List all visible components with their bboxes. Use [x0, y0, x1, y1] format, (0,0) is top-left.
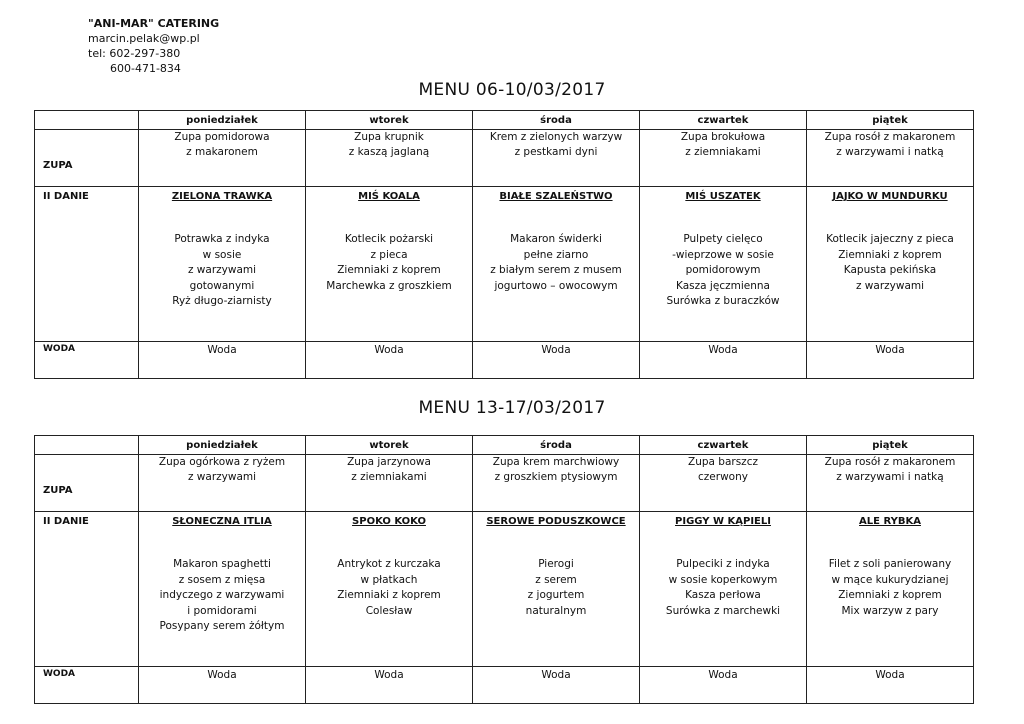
soup-line: Zupa jarzynowa — [347, 456, 431, 468]
water-row — [35, 342, 974, 379]
soup-line: Zupa rosół z makaronem — [824, 456, 956, 468]
water-cell: Woda — [139, 667, 306, 704]
soup-line: Zupa brokułowa — [680, 131, 766, 143]
soup-line: Zupa ogórkowa z ryżem — [158, 456, 286, 468]
day-header: poniedziałek — [139, 111, 306, 130]
dish-description — [306, 232, 472, 294]
dish-description-line: Antrykot z kurczaka — [337, 558, 441, 570]
dish-description-line: gotowanymi — [189, 279, 255, 292]
dish-description-line: Kasza jęczmienna — [676, 279, 770, 292]
dish-description-line: Ziemniaki z koprem — [337, 589, 441, 601]
main-course-row-label: II DANIE — [35, 512, 139, 667]
menu-title-week-1: MENU 06-10/03/2017 — [418, 80, 606, 100]
soup-line: z kaszą jaglaną — [348, 146, 430, 158]
dish-description-line: Posypany serem żółtym — [159, 620, 285, 632]
soup-cell — [139, 455, 306, 512]
soup-line: z ziemniakami — [351, 471, 427, 483]
dish-name: MIŚ KOALA — [358, 191, 420, 202]
dish-description — [807, 557, 973, 619]
water-row — [35, 667, 974, 704]
dish-description-line: Potrawka z indyka — [174, 233, 270, 245]
dish-description-line: Filet z soli panierowany — [828, 558, 952, 570]
corner-cell — [35, 111, 139, 130]
dish-description-line: z jogurtem — [527, 589, 585, 601]
dish-name: PIGGY W KĄPIELI — [675, 516, 771, 527]
soup-line: Zupa krem marchwiowy — [492, 456, 620, 468]
dish-name: ZIELONA TRAWKA — [171, 191, 273, 202]
dish-description-line: Ziemniaki z koprem — [838, 248, 942, 261]
water-row-label: WODA — [35, 342, 139, 379]
day-header: piątek — [807, 111, 974, 130]
dish-description — [807, 232, 973, 294]
soup-cell — [640, 130, 807, 187]
dish-name: MIŚ USZATEK — [685, 191, 761, 202]
day-header: wtorek — [306, 436, 473, 455]
soup-line: Zupa krupnik — [354, 131, 424, 143]
dish-name: SPOKO KOKO — [352, 516, 426, 527]
dish-description-line: Surówka z buraczków — [666, 295, 780, 307]
main-course-cell — [306, 512, 473, 667]
soup-line: Zupa pomidorowa — [174, 131, 270, 143]
main-course-cell — [473, 512, 640, 667]
dish-description-line: indyczego z warzywami — [159, 589, 285, 601]
email-text: marcin.pelak@wp.pl — [88, 32, 200, 45]
dish-description-line: Ziemniaki z koprem — [838, 589, 942, 601]
main-course-row — [35, 512, 974, 667]
dish-description-line: Mix warzyw z pary — [841, 604, 939, 617]
main-course-cell — [640, 512, 807, 667]
dish-description-line: w sosie — [202, 248, 242, 261]
soup-cell — [807, 455, 974, 512]
day-header: czwartek — [640, 436, 807, 455]
dish-description-line: naturalnym — [525, 604, 587, 617]
dish-description-line: Pulpety cielęco — [683, 233, 763, 245]
soup-cell — [139, 130, 306, 187]
water-cell: Woda — [640, 342, 807, 379]
dish-description-line: pomidorowym — [685, 264, 761, 276]
dish-description-line: Marchewka z groszkiem — [326, 279, 452, 292]
phone-1-text: tel: 602-297-380 — [88, 47, 181, 60]
soup-cell — [473, 455, 640, 512]
main-course-cell — [306, 187, 473, 342]
soup-line: czerwony — [698, 471, 748, 483]
water-cell: Woda — [473, 342, 640, 379]
soup-line: Krem z zielonych warzyw — [489, 131, 623, 143]
soup-line: Zupa rosół z makaronem — [824, 131, 956, 143]
dish-description-line: Surówka z marchewki — [665, 604, 781, 617]
dish-name: BIAŁE SZALEŃSTWO — [499, 191, 613, 202]
dish-description-line: z pieca — [370, 248, 408, 261]
dish-description-line: w sosie koperkowym — [668, 573, 778, 586]
phone-2-text: 600-471-834 — [110, 62, 181, 75]
dish-description-line: z serem — [535, 573, 577, 586]
water-cell: Woda — [640, 667, 807, 704]
soup-line: z warzywami i natką — [836, 146, 944, 158]
dish-description-line: i pomidorami — [187, 604, 257, 617]
company-name: "ANI-MAR" CATERING — [88, 17, 220, 30]
dish-description — [139, 232, 305, 310]
dish-description-line: Kapusta pekińska — [843, 264, 937, 276]
soup-line: z makaronem — [186, 146, 258, 158]
dish-description-line: w mące kukurydzianej — [831, 573, 949, 586]
main-course-cell — [139, 187, 306, 342]
soup-line: z warzywami i natką — [836, 471, 944, 483]
water-cell: Woda — [473, 667, 640, 704]
dish-description-line: Ryż długo-ziarnisty — [172, 295, 272, 307]
day-header: piątek — [807, 436, 974, 455]
soup-row — [35, 455, 974, 512]
dish-description-line: Kotlecik jajeczny z pieca — [826, 233, 954, 245]
dish-description-line: Colesław — [365, 604, 413, 617]
day-header-row — [35, 436, 974, 455]
water-cell: Woda — [807, 667, 974, 704]
water-cell: Woda — [306, 342, 473, 379]
dish-description-line: Ziemniaki z koprem — [337, 264, 441, 276]
water-cell: Woda — [306, 667, 473, 704]
dish-description — [473, 232, 639, 294]
dish-description — [640, 232, 806, 310]
menu-table-week-1 — [34, 110, 974, 379]
menu-table-week-2 — [34, 435, 974, 704]
main-course-cell — [807, 187, 974, 342]
dish-description-line: z sosem z mięsa — [178, 573, 266, 586]
dish-description-line: Pulpeciki z indyka — [676, 558, 770, 570]
dish-description-line: pełne ziarno — [523, 248, 589, 261]
dish-description-line: Makaron spaghetti — [173, 558, 271, 570]
day-header: czwartek — [640, 111, 807, 130]
dish-description-line: z białym serem z musem — [490, 264, 622, 276]
soup-row-label: ZUPA — [35, 130, 139, 187]
soup-cell — [306, 130, 473, 187]
soup-cell — [473, 130, 640, 187]
dish-description — [473, 557, 639, 619]
water-row-label: WODA — [35, 667, 139, 704]
soup-cell — [640, 455, 807, 512]
soup-cell — [807, 130, 974, 187]
day-header-row — [35, 111, 974, 130]
dish-name: SEROWE PODUSZKOWCE — [486, 516, 626, 527]
day-header: środa — [473, 111, 640, 130]
dish-name: SŁONECZNA ITLIA — [172, 516, 272, 527]
dish-description-line: -wieprzowe w sosie — [672, 248, 774, 261]
soup-line: Zupa barszcz — [688, 456, 758, 468]
dish-description — [640, 557, 806, 619]
soup-row — [35, 130, 974, 187]
water-cell: Woda — [807, 342, 974, 379]
dish-description-line: z warzywami — [855, 279, 925, 292]
day-header: poniedziałek — [139, 436, 306, 455]
dish-name: ALE RYBKA — [859, 516, 921, 527]
soup-cell — [306, 455, 473, 512]
main-course-cell — [139, 512, 306, 667]
day-header: wtorek — [306, 111, 473, 130]
dish-description-line: Kasza perłowa — [685, 589, 761, 601]
soup-line: z groszkiem ptysiowym — [494, 471, 618, 483]
dish-description-line: w płatkach — [360, 573, 418, 586]
main-course-cell — [640, 187, 807, 342]
soup-line: z ziemniakami — [685, 146, 761, 158]
dish-description — [306, 557, 472, 619]
menu-title-week-2: MENU 13-17/03/2017 — [418, 398, 606, 418]
soup-line: z pestkami dyni — [514, 146, 598, 158]
main-course-cell — [807, 512, 974, 667]
dish-description-line: Kotlecik pożarski — [344, 233, 434, 245]
water-cell: Woda — [139, 342, 306, 379]
soup-row-label: ZUPA — [35, 455, 139, 512]
dish-description — [139, 557, 305, 635]
dish-description-line: z warzywami — [187, 264, 257, 276]
dish-description-line: jogurtowo – owocowym — [494, 279, 618, 292]
corner-cell — [35, 436, 139, 455]
dish-description-line: Pierogi — [538, 558, 574, 570]
main-course-row-label: II DANIE — [35, 187, 139, 342]
main-course-cell — [473, 187, 640, 342]
dish-description-line: Makaron świderki — [510, 233, 602, 245]
soup-line: z warzywami — [187, 471, 257, 483]
day-header: środa — [473, 436, 640, 455]
dish-name: JAJKO W MUNDURKU — [832, 191, 948, 202]
catering-header — [88, 16, 219, 76]
main-course-row — [35, 187, 974, 342]
